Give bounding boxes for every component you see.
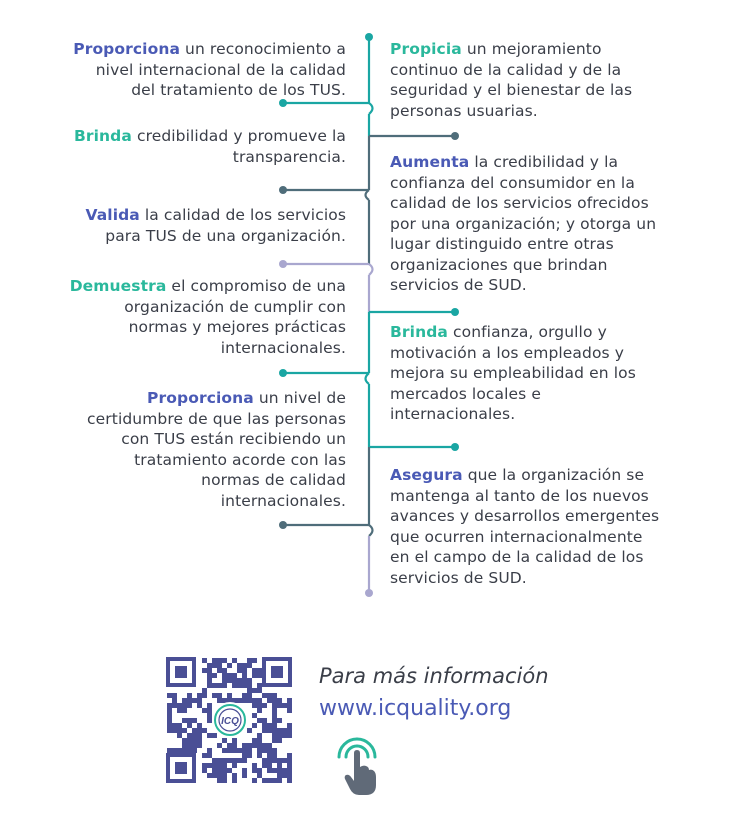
left-item-2 xyxy=(74,126,346,167)
left-item-3-keyword: Valida xyxy=(85,206,140,224)
left-item-1-text: un reconocimiento a nivel internacional de la calidad del tratamiento de los TUS. xyxy=(95,40,346,99)
left-item-5-text: un nivel de certidumbre de que las personas con TUS están recibiendo un tratamiento acorde con las normas de calidad internacionales. xyxy=(87,389,346,510)
left-item-5 xyxy=(87,388,346,511)
left-item-4-text: el compromiso de una organización de cumplir con normas y mejores prácticas internacionales. xyxy=(124,277,346,357)
left-item-2-keyword: Brinda xyxy=(73,127,132,145)
left-item-1 xyxy=(73,39,346,101)
right-item-2-text: la credibilidad y la confianza del consumidor en la calidad de los servicios ofrecidos por una organización; y otorga un lugar distinguido entre otras organizaciones que brindan servicios de SUD. xyxy=(390,153,657,294)
right-item-4-text: que la organización se mantenga al tanto de los nuevos avances y desarrollos emergentes que ocurren internacionalmente en el campo de la calidad de los servicios de SUD. xyxy=(390,466,660,587)
left-item-3-text: la calidad de los servicios para TUS de una organización. xyxy=(105,206,346,245)
right-item-4 xyxy=(390,465,659,588)
right-item-1-text: un mejoramiento continuo de la calidad y de la seguridad y el bienestar de las personas usuarias. xyxy=(390,40,633,120)
right-item-3 xyxy=(390,322,636,425)
left-item-3 xyxy=(85,205,346,246)
right-item-1 xyxy=(390,39,632,121)
tap-icon xyxy=(335,737,381,799)
right-item-3-text: confianza, orgullo y motivación a los empleados y mejora su empleabilidad en los mercados locales e internacionales. xyxy=(390,323,636,423)
qr-logo-text: ICQ xyxy=(221,716,239,727)
right-item-3-keyword: Brinda xyxy=(390,323,448,341)
footer-title: Para más información xyxy=(319,664,549,688)
website-link[interactable]: www.icquality.org xyxy=(319,696,512,721)
right-item-4-keyword: Asegura xyxy=(390,466,463,484)
left-item-2-text: credibilidad y promueve la transparencia. xyxy=(136,127,346,166)
qr-code[interactable] xyxy=(166,657,296,787)
left-item-4-keyword: Demuestra xyxy=(69,277,167,295)
right-item-2-keyword: Aumenta xyxy=(390,153,470,171)
right-item-2 xyxy=(390,152,656,296)
left-item-5-keyword: Proporciona xyxy=(147,389,254,407)
left-item-4 xyxy=(70,276,346,358)
left-item-1-keyword: Proporciona xyxy=(73,40,181,58)
right-item-1-keyword: Propicia xyxy=(390,40,462,58)
